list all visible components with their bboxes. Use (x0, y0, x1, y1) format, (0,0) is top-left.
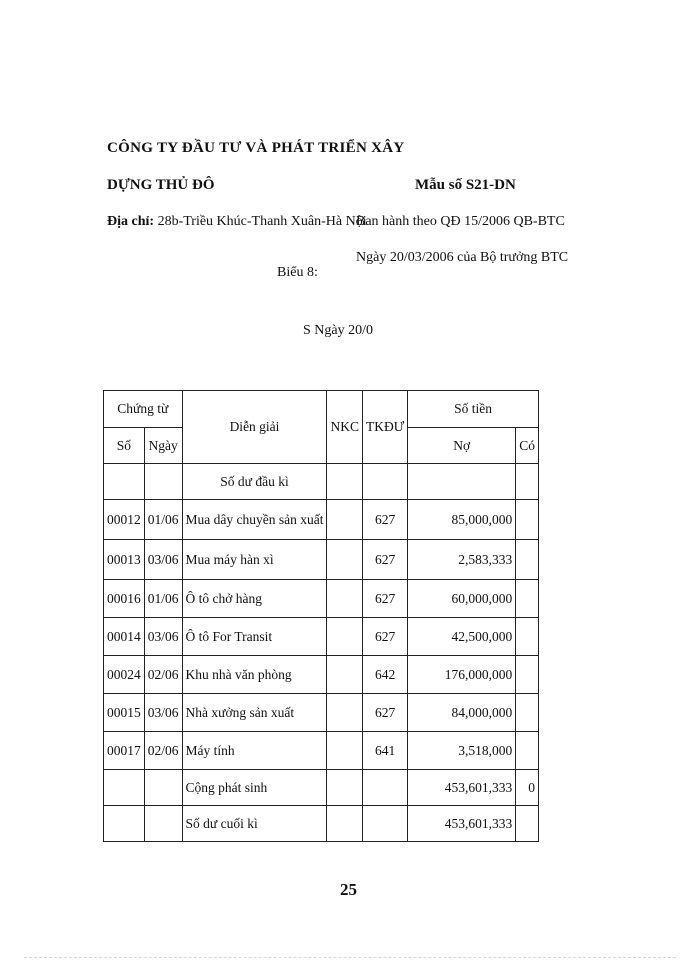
row-account: 627 (363, 540, 408, 580)
opening-balance-row (104, 464, 539, 500)
row-nkc (327, 694, 363, 732)
ledger-table (103, 390, 539, 842)
header-amount: Số tiền (408, 391, 539, 428)
row-account: 641 (363, 732, 408, 770)
closing-debit: 453,601,333 (408, 806, 516, 842)
row-number: 00015 (104, 694, 145, 732)
row-description: Khu nhà văn phòng (182, 656, 327, 694)
ledger-title: S Ngày 20/0 (303, 323, 373, 338)
row-account: 627 (363, 500, 408, 540)
total-label: Cộng phát sinh (182, 770, 327, 806)
closing-balance-label: Số dư cuối kì (182, 806, 327, 842)
row-debit: 176,000,000 (408, 656, 516, 694)
table-header-row-1 (104, 391, 539, 428)
row-number: 00017 (104, 732, 145, 770)
row-debit: 2,583,333 (408, 540, 516, 580)
page-bottom-divider (24, 957, 676, 958)
row-date: 03/06 (144, 618, 182, 656)
row-date: 02/06 (144, 656, 182, 694)
total-credit: 0 (516, 770, 539, 806)
row-date: 01/06 (144, 580, 182, 618)
form-code: Mẫu số S21-DN (415, 177, 516, 193)
total-row (104, 770, 539, 806)
header-account: TKĐƯ (363, 391, 408, 464)
issued-date: Ngày 20/03/2006 của Bộ trưởng BTC (356, 250, 569, 265)
table-row (104, 500, 539, 540)
row-credit (516, 580, 539, 618)
row-date: 03/06 (144, 540, 182, 580)
row-description: Máy tính (182, 732, 327, 770)
row-credit (516, 694, 539, 732)
table-row (104, 694, 539, 732)
row-credit (516, 540, 539, 580)
row-credit (516, 500, 539, 540)
row-date: 01/06 (144, 500, 182, 540)
row-date: 02/06 (144, 732, 182, 770)
row-account: 627 (363, 694, 408, 732)
row-account: 642 (363, 656, 408, 694)
row-number: 00012 (104, 500, 145, 540)
row-debit: 84,000,000 (408, 694, 516, 732)
table-row (104, 656, 539, 694)
row-debit: 85,000,000 (408, 500, 516, 540)
header-voucher: Chứng từ (104, 391, 183, 428)
row-number: 00024 (104, 656, 145, 694)
row-nkc (327, 618, 363, 656)
row-nkc (327, 500, 363, 540)
table-row (104, 580, 539, 618)
row-credit (516, 618, 539, 656)
header-credit: Có (516, 428, 539, 464)
header-date: Ngày (144, 428, 182, 464)
header-debit: Nợ (408, 428, 516, 464)
row-number: 00013 (104, 540, 145, 580)
company-address (107, 214, 367, 230)
exhibit-label: Biểu 8: (277, 265, 318, 280)
page-number: 25 (340, 880, 357, 899)
row-credit (516, 656, 539, 694)
opening-balance-label: Số dư đầu kì (182, 464, 327, 500)
address-label: Địa chỉ: (107, 214, 155, 229)
row-nkc (327, 656, 363, 694)
header-number: Số (104, 428, 145, 464)
row-nkc (327, 540, 363, 580)
row-description: Mua máy hàn xì (182, 540, 327, 580)
table-row (104, 618, 539, 656)
closing-credit (516, 806, 539, 842)
row-debit: 42,500,000 (408, 618, 516, 656)
row-number: 00016 (104, 580, 145, 618)
address-value: 28b-Triều Khúc-Thanh Xuân-Hà Nội (157, 214, 367, 229)
header-nkc: NKC (327, 391, 363, 464)
row-account: 627 (363, 618, 408, 656)
row-nkc (327, 580, 363, 618)
company-name-line2: DỰNG THỦ ĐÔ (107, 177, 215, 193)
issued-by-decision: Ban hành theo QĐ 15/2006 QB-BTC (356, 214, 565, 229)
row-account: 627 (363, 580, 408, 618)
closing-balance-row (104, 806, 539, 842)
total-debit: 453,601,333 (408, 770, 516, 806)
row-description: Nhà xưởng sản xuất (182, 694, 327, 732)
row-nkc (327, 732, 363, 770)
row-description: Ô tô For Transit (182, 618, 327, 656)
table-row (104, 732, 539, 770)
company-name-line1: CÔNG TY ĐẦU TƯ VÀ PHÁT TRIỂN XÂY (107, 140, 405, 156)
row-debit: 60,000,000 (408, 580, 516, 618)
row-credit (516, 732, 539, 770)
row-description: Ô tô chở hàng (182, 580, 327, 618)
row-debit: 3,518,000 (408, 732, 516, 770)
header-description: Diễn giải (182, 391, 327, 464)
row-number: 00014 (104, 618, 145, 656)
row-date: 03/06 (144, 694, 182, 732)
row-description: Mua dây chuyền sản xuất (182, 500, 327, 540)
table-row (104, 540, 539, 580)
